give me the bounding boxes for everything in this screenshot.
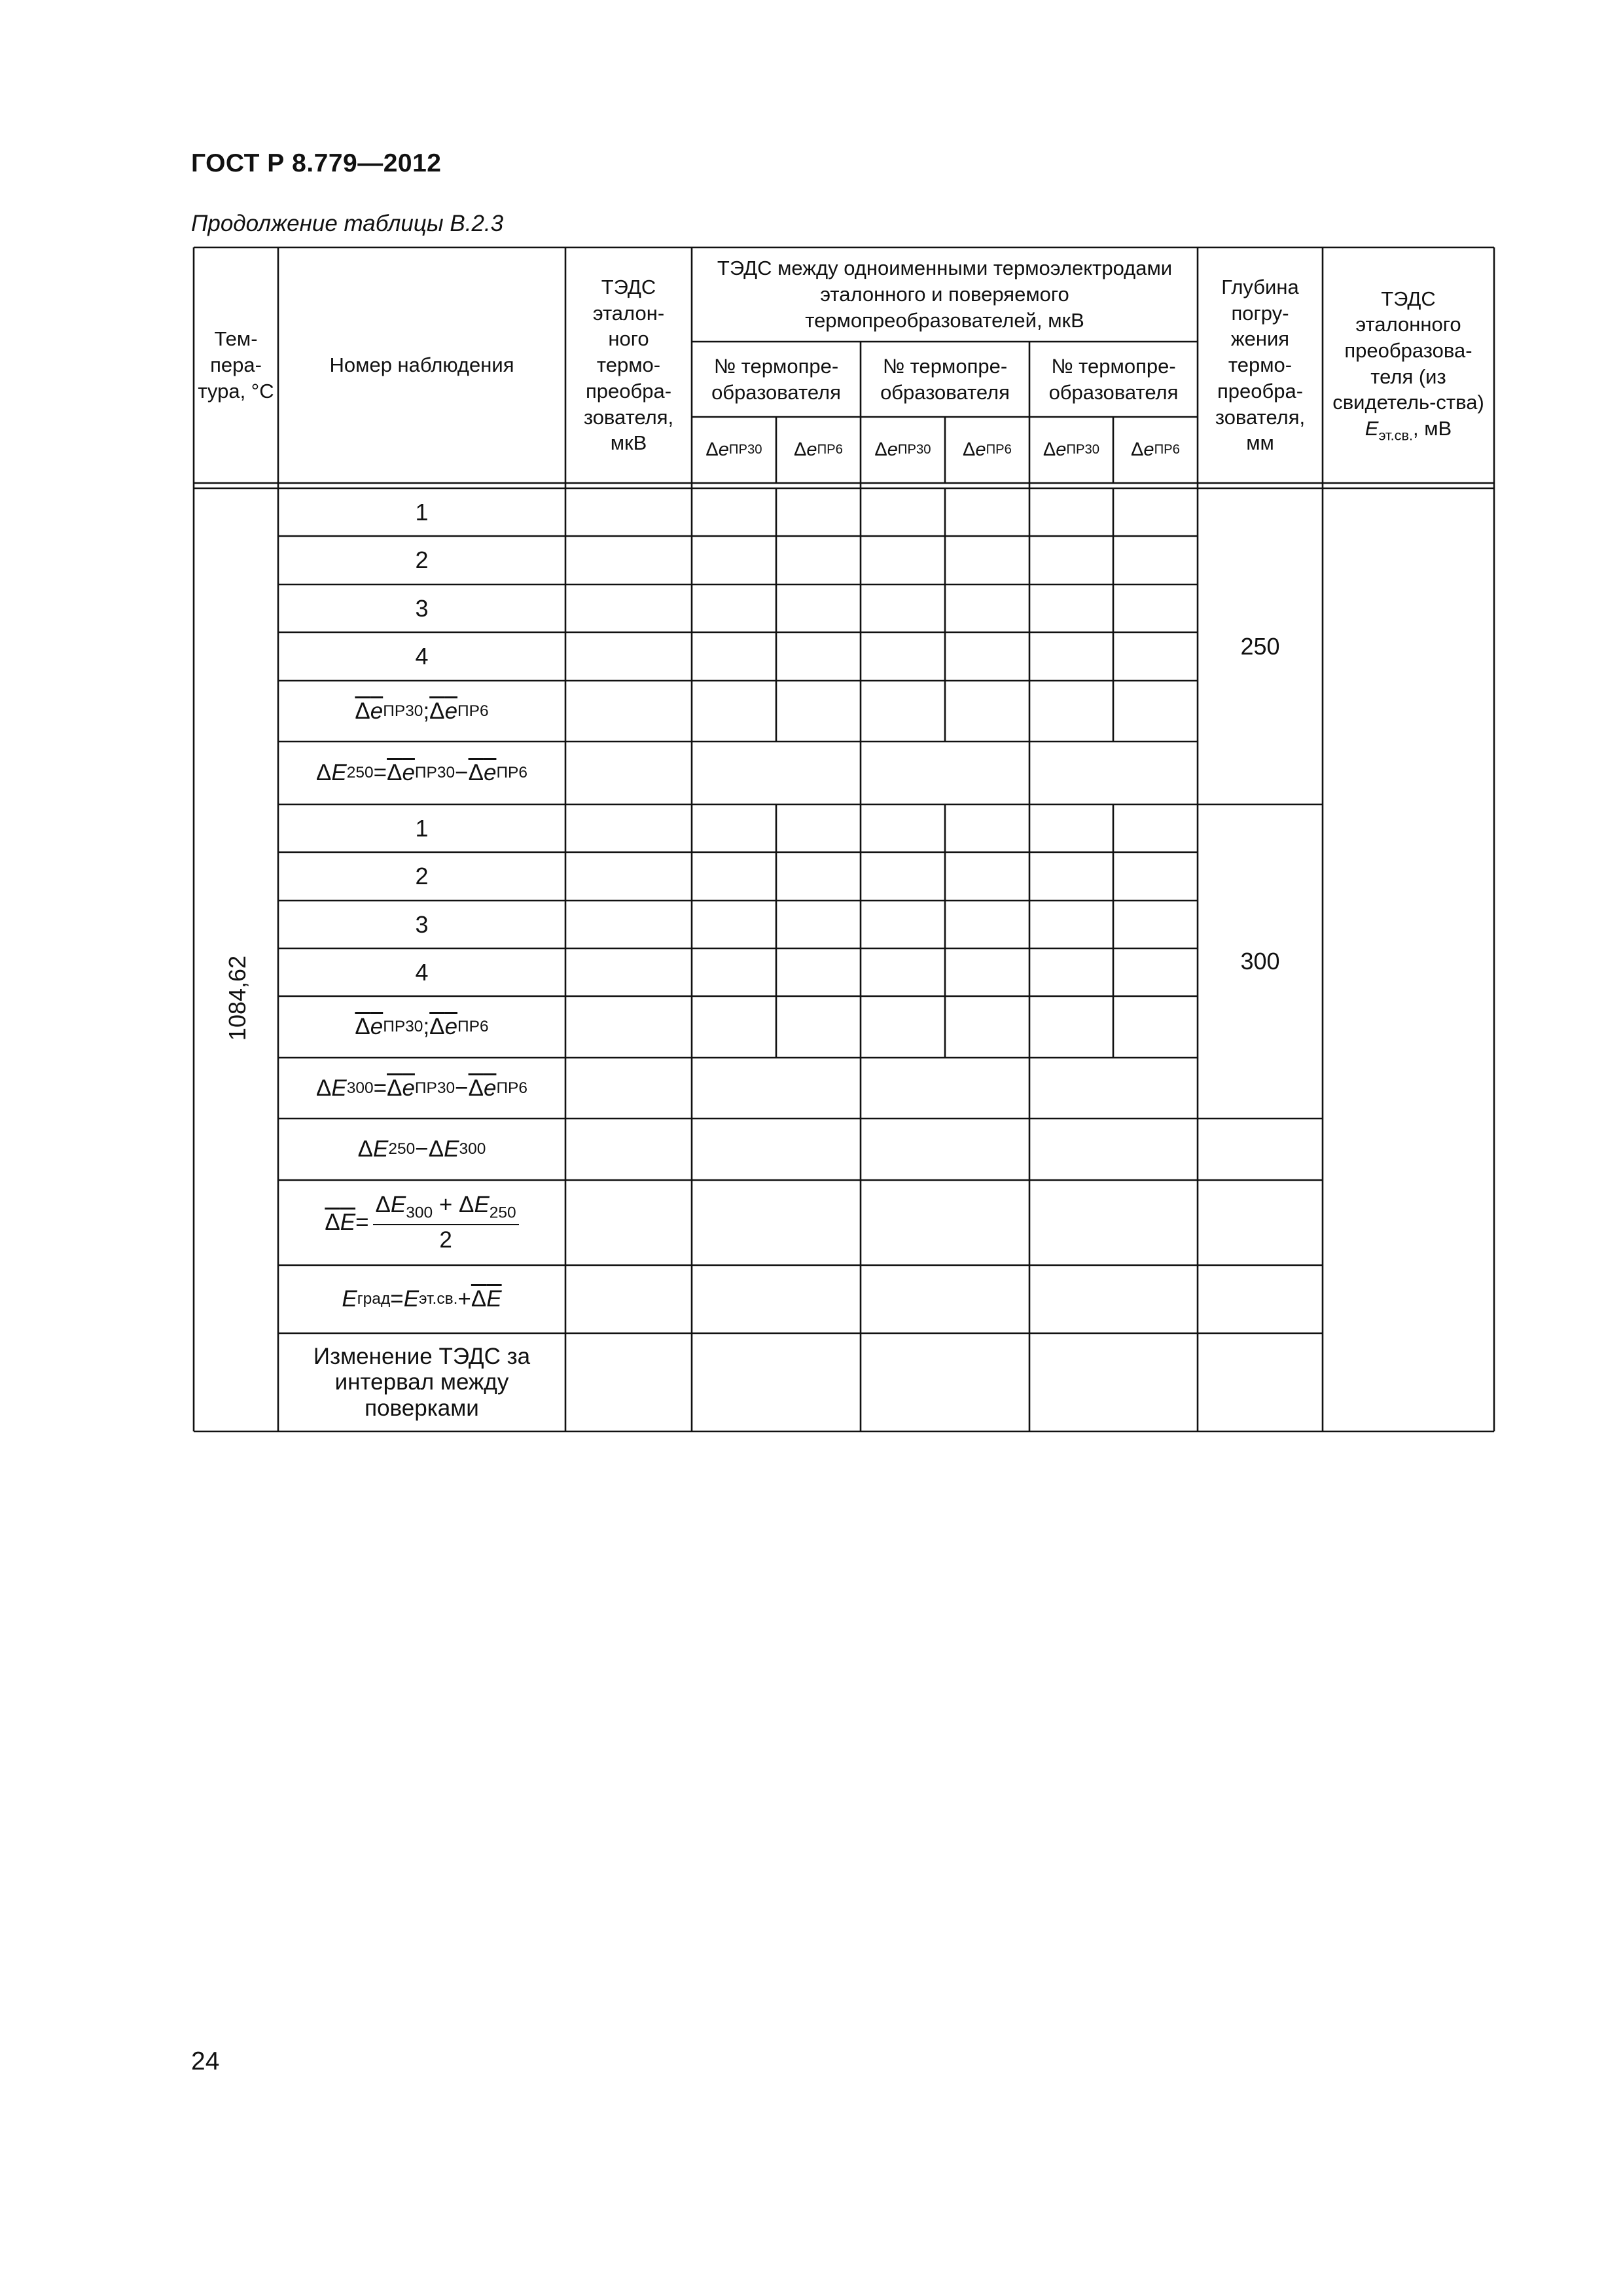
- delta-e250-minus-e300: Δ E 250 − Δ E 300: [357, 1136, 486, 1162]
- observation-number: 4: [415, 643, 429, 670]
- immersion-depth-value: 300: [1240, 948, 1280, 975]
- mean-de-label: Δe ПР30 ; Δe ПР6: [355, 1014, 489, 1039]
- observation-number: 2: [415, 547, 429, 574]
- emf-change-label: Изменение ТЭДС за интервал между поверками: [313, 1344, 531, 1421]
- header-de-pr30-3: Δ e ПР30: [1043, 439, 1100, 461]
- e-grad-formula: E град = E эт.св. + ΔE: [342, 1286, 502, 1312]
- observation-number: 3: [415, 594, 429, 622]
- mean-delta-e-formula: ΔE = $\frac{\Delta E_{300} + \Delta E_{250}}{2}$: [278, 1180, 565, 1265]
- header-reference-emf: ТЭДС эталон-ного термо-преобра-зователя, мкВ: [583, 276, 674, 455]
- immersion-depth-value: 250: [1240, 632, 1280, 660]
- page-number: 24: [191, 2047, 220, 2075]
- header-reference-emf-certificate: ТЭДС эталонного преобразова-теля (из свидетель-ства) $E_{эт.св.}$, мВ: [1332, 287, 1484, 444]
- observation-number: 4: [415, 958, 429, 986]
- observation-number: 2: [415, 863, 429, 890]
- observation-number: 1: [415, 498, 429, 526]
- header-observation-number: Номер наблюдения: [329, 353, 514, 377]
- observation-number: 1: [415, 814, 429, 842]
- header-converter-no-3: № термопре-образователя: [1048, 354, 1179, 404]
- header-temperature: Тем-пера-тура, °С: [198, 327, 274, 403]
- header-emf-between-electrodes: ТЭДС между одноименными термоэлектродами эталонного и поверяемого термопреобразователей, мкВ: [717, 257, 1173, 332]
- delta-e300-formula: Δ E 300 = Δe ПР30 − Δe ПР6: [315, 1075, 528, 1101]
- header-de-pr6-3: Δ e ПР6: [1131, 439, 1180, 461]
- header-converter-no-1: № термопре-образователя: [711, 354, 841, 404]
- table-caption: Продолжение таблицы В.2.3: [191, 211, 504, 236]
- header-de-pr30-2: Δ e ПР30: [874, 439, 931, 461]
- header-converter-no-2: № термопре-образователя: [880, 354, 1010, 404]
- mean-de-label: Δe ПР30 ; Δe ПР6: [355, 698, 489, 724]
- header-de-pr6-2: Δ e ПР6: [963, 439, 1012, 461]
- header-de-pr6-1: Δ e ПР6: [794, 439, 843, 461]
- observation-number: 3: [415, 910, 429, 938]
- header-de-pr30-1: Δ e ПР30: [705, 439, 762, 461]
- delta-e250-formula: Δ E 250 = Δe ПР30 − Δe ПР6: [315, 760, 528, 785]
- header-immersion-depth: Глубина погру-жения термо-преобра-зователя, мм: [1215, 276, 1306, 455]
- temperature-value: 1084,62: [224, 955, 251, 1041]
- document-code: ГОСТ Р 8.779—2012: [191, 149, 442, 177]
